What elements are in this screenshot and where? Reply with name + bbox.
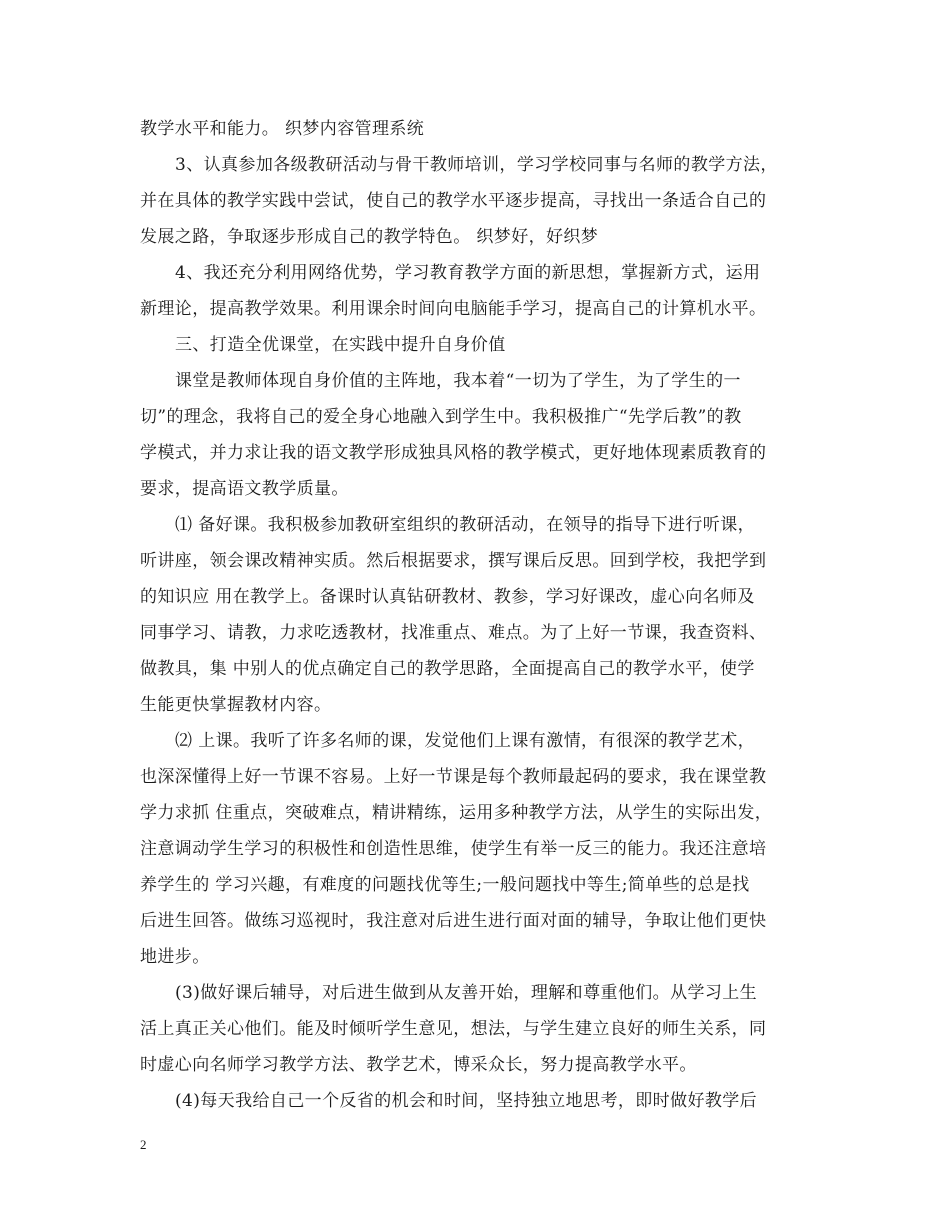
text-line: 后进生回答。做练习巡视时，我注意对后进生进行面对面的辅导，争取让他们更快	[140, 911, 767, 931]
text-line: 同事学习、请教，力求吃透教材，找准重点、难点。为了上好一节课，我查资料、	[140, 623, 767, 643]
text-line: 的知识应 用在教学上。备课时认真钻研教材、教参，学习好课改，虚心向名师及	[140, 587, 755, 607]
text-line: 养学生的 学习兴趣，有难度的问题找优等生;一般问题找中等生;简单些的总是找	[140, 875, 750, 895]
text-line: 切”的理念，我将自己的爱全身心地融入到学生中。我积极推广“先学后教”的教	[140, 407, 742, 427]
text-line: ⑴ 备好课。我积极参加教研室组织的教研活动，在领导的指导下进行听课，	[175, 515, 756, 535]
text-line: 活上真正关心他们。能及时倾听学生意见，想法，与学生建立良好的师生关系，同	[140, 1019, 767, 1039]
text-line: 3、认真参加各级教研活动与骨干教师培训，学习学校同事与名师的教学方法，	[175, 155, 778, 175]
text-line: 生能更快掌握教材内容。	[140, 695, 332, 715]
text-line: ⑵ 上课。我听了许多名师的课，发觉他们上课有激情，有很深的教学艺术，	[175, 731, 756, 751]
text-line: 学模式，并力求让我的语文教学形成独具风格的教学模式，更好地体现素质教育的	[140, 443, 767, 463]
text-line: 做教具，集 中别人的优点确定自己的教学思路，全面提高自己的教学水平，使学	[140, 659, 755, 679]
text-line: 并在具体的教学实践中尝试，使自己的教学水平逐步提高，寻找出一条适合自己的	[140, 191, 767, 211]
text-line: 要求，提高语文教学质量。	[140, 479, 349, 499]
text-line: 发展之路，争取逐步形成自己的教学特色。 织梦好，好织梦	[140, 227, 599, 247]
text-line: 课堂是教师体现自身价值的主阵地，我本着“一切为了学生，为了学生的一	[175, 371, 741, 391]
text-line: 4、我还充分利用网络优势，学习教育教学方面的新思想，掌握新方式，运用	[175, 263, 761, 283]
text-line: 听讲座，领会课改精神实质。然后根据要求，撰写课后反思。回到学校，我把学到	[140, 551, 767, 571]
text-line: 新理论，提高教学效果。利用课余时间向电脑能手学习，提高自己的计算机水平。	[140, 299, 767, 319]
section-heading: 三、打造全优课堂，在实践中提升自身价值	[175, 335, 506, 355]
text-line: 注意调动学生学习的积极性和创造性思维，使学生有举一反三的能力。我还注意培	[140, 839, 767, 859]
text-line: 时虚心向名师学习教学方法、教学艺术，博采众长，努力提高教学水平。	[140, 1055, 697, 1075]
text-line: (3)做好课后辅导，对后进生做到从友善开始，理解和尊重他们。从学习上生	[175, 983, 758, 1003]
text-line: (4)每天我给自己一个反省的机会和时间，坚持独立地思考，即时做好教学后	[175, 1091, 758, 1111]
text-line: 也深深懂得上好一节课不容易。上好一节课是每个教师最起码的要求，我在课堂教	[140, 767, 767, 787]
text-line: 教学水平和能力。 织梦内容管理系统	[140, 119, 425, 139]
text-line: 地进步。	[140, 947, 210, 967]
text-line: 学力求抓 住重点，突破难点，精讲精练，运用多种教学方法，从学生的实际出发，	[140, 803, 773, 823]
page-number: 2	[140, 1137, 147, 1152]
